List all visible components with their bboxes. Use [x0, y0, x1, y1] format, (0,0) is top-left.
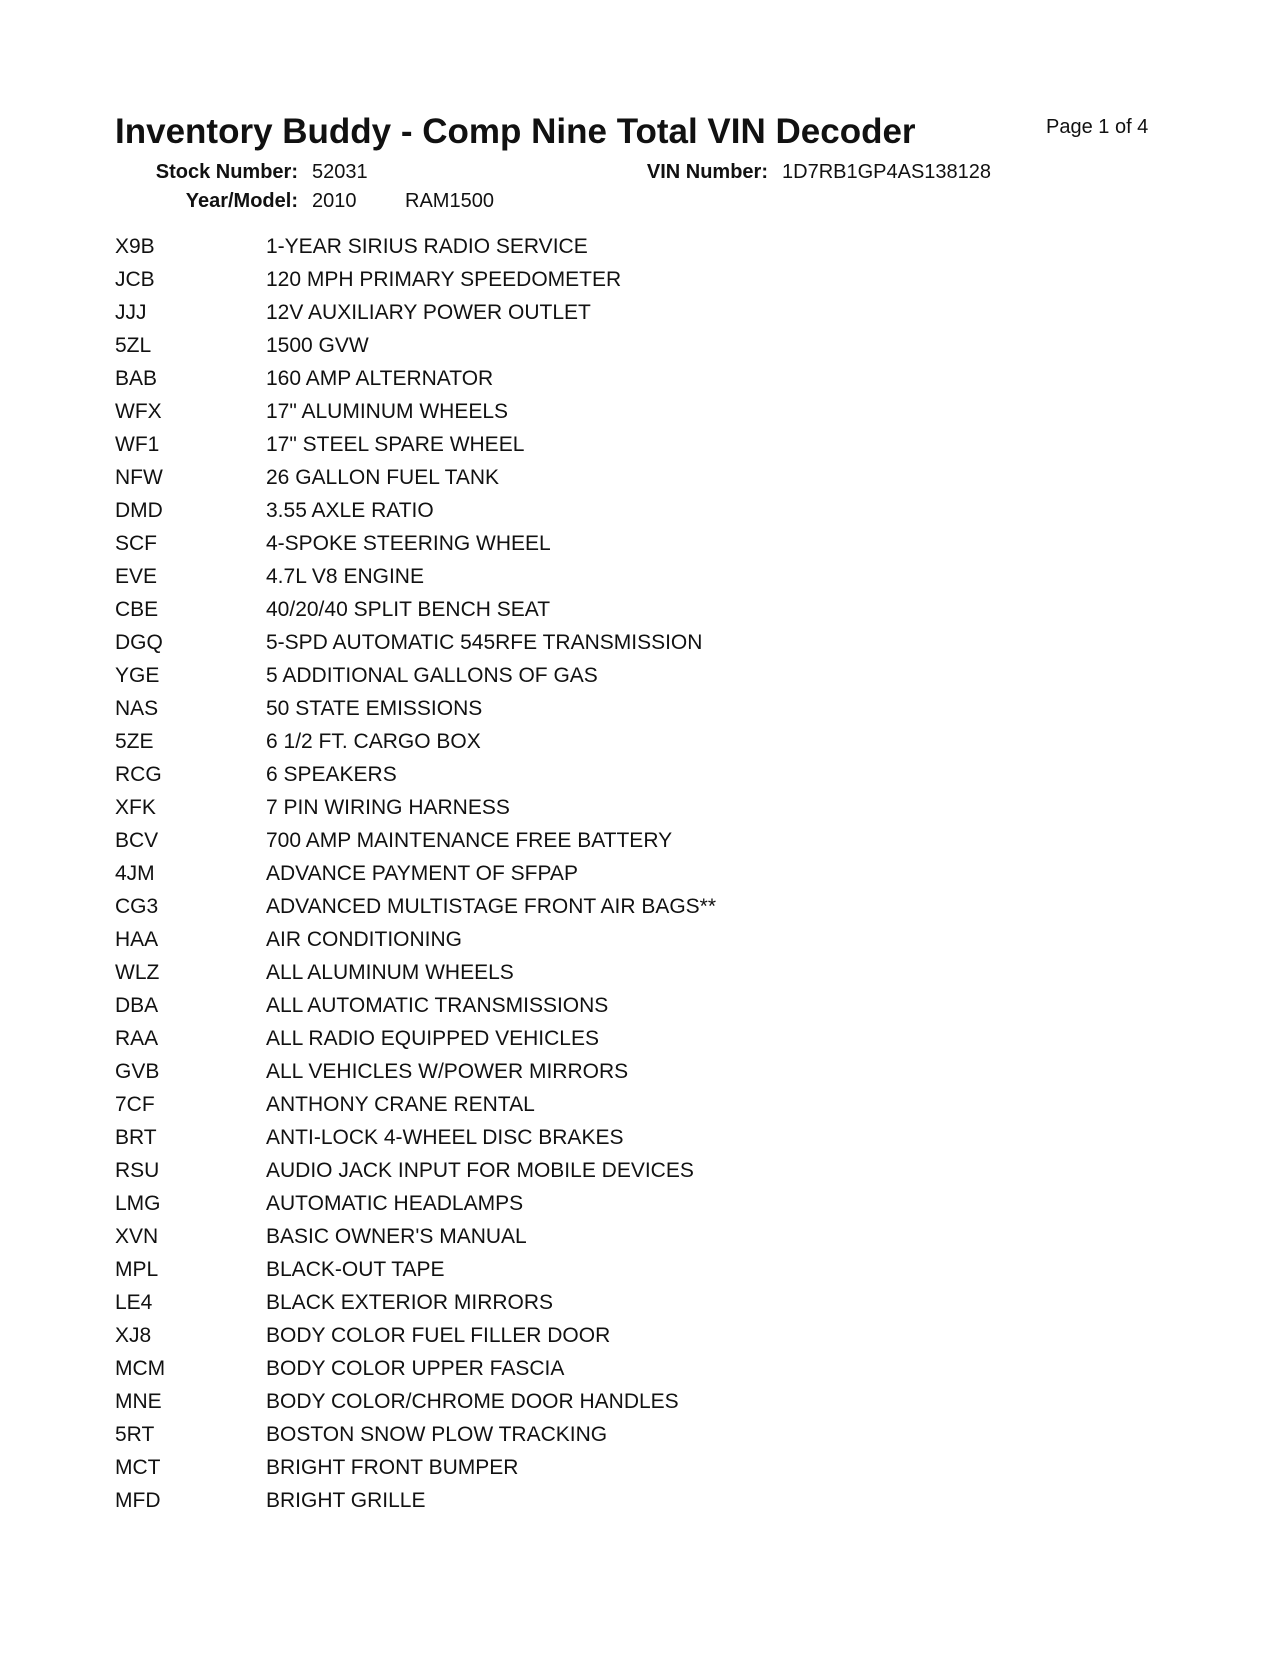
option-row: [0, 725, 1280, 758]
option-code: MCT: [115, 1456, 161, 1479]
option-row: [0, 758, 1280, 791]
option-row: [0, 956, 1280, 989]
stock-number-label: Stock Number:: [155, 161, 298, 183]
option-code: LMG: [115, 1192, 161, 1215]
option-description: ADVANCE PAYMENT OF SFPAP: [266, 862, 578, 885]
option-row: [0, 1253, 1280, 1286]
option-description: 4-SPOKE STEERING WHEEL: [266, 532, 551, 555]
option-description: 5 ADDITIONAL GALLONS OF GAS: [266, 664, 598, 687]
vin-number-value: 1D7RB1GP4AS138128: [782, 161, 992, 183]
option-row: [0, 1286, 1280, 1319]
option-code: RCG: [115, 763, 162, 786]
option-code: DGQ: [115, 631, 163, 654]
option-code: XFK: [115, 796, 156, 819]
option-code: SCF: [115, 532, 157, 555]
option-description: 4.7L V8 ENGINE: [266, 565, 424, 588]
option-code: JCB: [115, 268, 155, 291]
option-code: WF1: [115, 433, 160, 456]
option-code: NFW: [115, 466, 163, 489]
option-row: [0, 1187, 1280, 1220]
option-row: [0, 362, 1280, 395]
option-description: 6 1/2 FT. CARGO BOX: [266, 730, 481, 753]
option-code: CBE: [115, 598, 159, 621]
option-row: [0, 494, 1280, 527]
option-description: 160 AMP ALTERNATOR: [266, 367, 494, 390]
option-code: XJ8: [115, 1324, 152, 1347]
option-row: [0, 1220, 1280, 1253]
option-description: ALL ALUMINUM WHEELS: [266, 961, 514, 984]
page-title: Inventory Buddy - Comp Nine Total VIN Decoder: [115, 112, 916, 151]
option-row: [0, 659, 1280, 692]
option-description: 5-SPD AUTOMATIC 545RFE TRANSMISSION: [266, 631, 703, 654]
option-code: GVB: [115, 1060, 160, 1083]
option-description: ANTHONY CRANE RENTAL: [266, 1093, 535, 1116]
option-description: ANTI-LOCK 4-WHEEL DISC BRAKES: [266, 1126, 624, 1149]
option-description: 40/20/40 SPLIT BENCH SEAT: [266, 598, 551, 621]
option-description: BOSTON SNOW PLOW TRACKING: [266, 1423, 608, 1446]
option-code: EVE: [115, 565, 158, 588]
option-row: [0, 1121, 1280, 1154]
option-description: 120 MPH PRIMARY SPEEDOMETER: [266, 268, 622, 291]
option-description: 1500 GVW: [266, 334, 369, 357]
option-row: [0, 1418, 1280, 1451]
year-model-label: Year/Model:: [185, 190, 298, 212]
option-row: [0, 1484, 1280, 1517]
option-row: [0, 1022, 1280, 1055]
option-row: [0, 560, 1280, 593]
option-row: [0, 857, 1280, 890]
option-description: ALL RADIO EQUIPPED VEHICLES: [266, 1027, 599, 1050]
model-value: RAM1500: [405, 190, 494, 212]
year-model-row: [0, 188, 1280, 214]
option-description: 1-YEAR SIRIUS RADIO SERVICE: [266, 235, 588, 258]
option-description: 6 SPEAKERS: [266, 763, 397, 786]
option-row: [0, 296, 1280, 329]
option-row: [0, 395, 1280, 428]
option-row: [0, 1451, 1280, 1484]
option-code: 5ZE: [115, 730, 154, 753]
option-row: [0, 890, 1280, 923]
option-code: BRT: [115, 1126, 157, 1149]
option-description: 7 PIN WIRING HARNESS: [266, 796, 510, 819]
option-row: [0, 461, 1280, 494]
option-code: MPL: [115, 1258, 159, 1281]
option-row: [0, 791, 1280, 824]
option-description: AIR CONDITIONING: [266, 928, 463, 951]
option-code: RAA: [115, 1027, 159, 1050]
option-row: [0, 263, 1280, 296]
option-row: [0, 527, 1280, 560]
option-code: WFX: [115, 400, 162, 423]
option-code: MNE: [115, 1390, 162, 1413]
option-code: DMD: [115, 499, 163, 522]
option-code: YGE: [115, 664, 160, 687]
option-row: [0, 1088, 1280, 1121]
option-code: HAA: [115, 928, 159, 951]
option-code: NAS: [115, 697, 159, 720]
option-code: WLZ: [115, 961, 160, 984]
option-row: [0, 824, 1280, 857]
option-row: [0, 1154, 1280, 1187]
option-code: BAB: [115, 367, 158, 390]
option-code: JJJ: [115, 301, 147, 324]
page-indicator: Page 1 of 4: [1046, 116, 1149, 138]
option-description: 700 AMP MAINTENANCE FREE BATTERY: [266, 829, 673, 852]
stock-number-row: [0, 159, 1280, 185]
option-row: [0, 923, 1280, 956]
option-row: [0, 1319, 1280, 1352]
option-description: BODY COLOR FUEL FILLER DOOR: [266, 1324, 611, 1347]
option-description: BLACK EXTERIOR MIRRORS: [266, 1291, 554, 1314]
option-code: X9B: [115, 235, 155, 258]
option-row: [0, 230, 1280, 263]
option-code: MFD: [115, 1489, 161, 1512]
option-code: LE4: [115, 1291, 153, 1314]
vin-number-label: VIN Number:: [646, 161, 768, 183]
option-description: BLACK-OUT TAPE: [266, 1258, 445, 1281]
stock-number-value: 52031: [312, 161, 368, 183]
option-description: ALL AUTOMATIC TRANSMISSIONS: [266, 994, 609, 1017]
option-code: 5RT: [115, 1423, 155, 1446]
option-code: XVN: [115, 1225, 159, 1248]
option-description: 50 STATE EMISSIONS: [266, 697, 483, 720]
option-row: [0, 626, 1280, 659]
option-row: [0, 428, 1280, 461]
option-description: ADVANCED MULTISTAGE FRONT AIR BAGS**: [266, 895, 717, 918]
option-description: AUTOMATIC HEADLAMPS: [266, 1192, 524, 1215]
option-code: MCM: [115, 1357, 166, 1380]
option-code: CG3: [115, 895, 159, 918]
option-code: 5ZL: [115, 334, 152, 357]
option-row: [0, 1055, 1280, 1088]
option-code: 7CF: [115, 1093, 155, 1116]
option-row: [0, 329, 1280, 362]
option-code: 4JM: [115, 862, 155, 885]
option-row: [0, 1352, 1280, 1385]
year-value: 2010: [312, 190, 357, 212]
option-description: 17" STEEL SPARE WHEEL: [266, 433, 525, 456]
option-description: 17" ALUMINUM WHEELS: [266, 400, 509, 423]
option-description: BRIGHT GRILLE: [266, 1489, 426, 1512]
option-row: [0, 1385, 1280, 1418]
option-description: 3.55 AXLE RATIO: [266, 499, 434, 522]
option-description: BODY COLOR UPPER FASCIA: [266, 1357, 565, 1380]
option-description: BODY COLOR/CHROME DOOR HANDLES: [266, 1390, 679, 1413]
option-description: 26 GALLON FUEL TANK: [266, 466, 500, 489]
option-description: BASIC OWNER'S MANUAL: [266, 1225, 527, 1248]
option-row: [0, 989, 1280, 1022]
option-code: RSU: [115, 1159, 160, 1182]
option-description: ALL VEHICLES W/POWER MIRRORS: [266, 1060, 629, 1083]
option-row: [0, 593, 1280, 626]
options-list: [0, 230, 1280, 1517]
option-description: 12V AUXILIARY POWER OUTLET: [266, 301, 591, 324]
option-description: AUDIO JACK INPUT FOR MOBILE DEVICES: [266, 1159, 694, 1182]
option-row: [0, 692, 1280, 725]
option-code: DBA: [115, 994, 159, 1017]
option-code: BCV: [115, 829, 159, 852]
option-description: BRIGHT FRONT BUMPER: [266, 1456, 519, 1479]
